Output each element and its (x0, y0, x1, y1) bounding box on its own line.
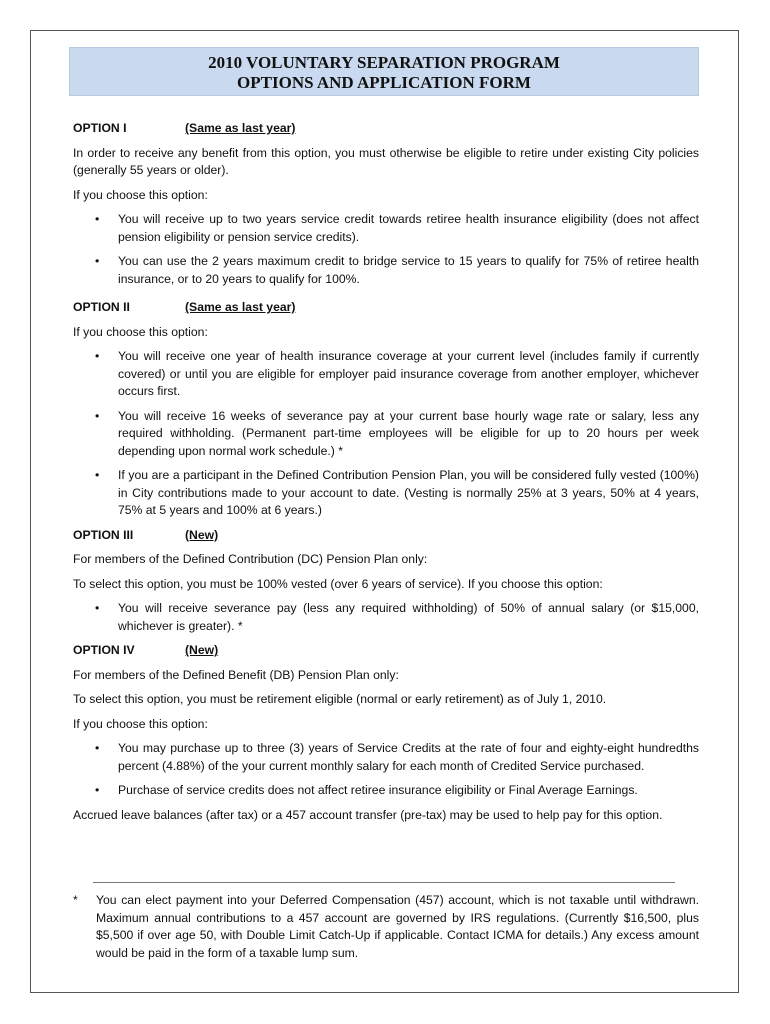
form-title-line-2: OPTIONS AND APPLICATION FORM (237, 73, 531, 92)
list-item: • You will receive 16 weeks of severance pay at your current base hourly wage rate or salary, less any required withholding. (Permanent part-time employees will be eligible for up to 20 hours per week depending upon normal work schedule.) * (95, 408, 699, 458)
option-2-heading (73, 299, 699, 317)
option-1-name: OPTION I (73, 121, 127, 135)
option-3-members: For members of the Defined Contribution (DC) Pension Plan only: (73, 552, 428, 566)
option-3-select: To select this option, you must be 100% vested (over 6 years of service). If you choose this option: (73, 576, 603, 591)
list-item: • Purchase of service credits does not affect retiree insurance eligibility or Final Average Earnings. (73, 782, 699, 800)
form-body (73, 120, 699, 831)
option-2-note: (Same as last year) (185, 300, 296, 314)
form-title (69, 47, 699, 96)
option-2-choose: If you choose this option: (73, 324, 208, 339)
bullet-icon: • (95, 349, 100, 363)
option-3-bullets (73, 600, 699, 635)
option-4-members: For members of the Defined Benefit (DB) Pension Plan only: (73, 667, 399, 682)
list-item: • If you are a participant in the Defined Contribution Pension Plan, you will be considered fully vested (100%) in City contributions made to your account to date. (Vesting is normally 25% at 3 years, 50% at 4 years, 75% at 5 years and 100% at 6 years.) (95, 468, 699, 517)
option-1-choose: If you choose this option: (73, 187, 208, 202)
option-2-name: OPTION II (73, 300, 130, 314)
option-4-name: OPTION IV (73, 643, 135, 657)
bullet-icon: • (95, 408, 100, 423)
option-4-accrued: Accrued leave balances (after tax) or a 457 account transfer (pre-tax) may be used to help pay for this option. (73, 807, 663, 822)
option-4-note: (New) (185, 643, 219, 657)
option-3-name: OPTION III (73, 527, 134, 542)
option-4-select: To select this option, you must be retirement eligible (normal or early retirement) as of July 1, 2010. (73, 692, 607, 706)
list-item: • You may purchase up to three (3) years of Service Credits at the rate of four and eighty-eight hundredths percent (4.88%) of the your current monthly salary for each month of Credited Service purchased. (95, 741, 699, 773)
option-3-note: (New) (185, 527, 219, 542)
option-1-bullets (73, 211, 699, 288)
footnote-divider (93, 882, 675, 883)
option-4-choose: If you choose this option: (73, 716, 208, 731)
form-title-line-1: 2010 VOLUNTARY SEPARATION PROGRAM (208, 53, 560, 72)
list-item: • You will receive severance pay (less any required withholding) of 50% of annual salary (or $15,000, whichever is greater). * (95, 601, 699, 633)
option-1-heading (73, 120, 699, 138)
bullet-icon: • (95, 601, 100, 615)
bullet-icon: • (95, 254, 100, 268)
option-4-bullets (73, 740, 699, 800)
list-item: • You can use the 2 years maximum credit to bridge service to 15 years to qualify for 75% of retiree health insurance, or to 20 years to qualify for 100%. (95, 254, 699, 286)
footnote-marker: * (73, 893, 78, 907)
bullet-icon: • (95, 741, 100, 755)
option-1-note: (Same as last year) (185, 121, 296, 135)
option-3-heading (73, 527, 699, 545)
bullet-icon: • (95, 468, 100, 482)
bullet-icon: • (95, 783, 100, 797)
list-item: • You will receive up to two years service credit towards retiree health insurance eligibility (does not affect pension eligibility or pension service credits). (95, 212, 699, 244)
footnote-text: You can elect payment into your Deferred Compensation (457) account, which is not taxable until withdrawn. Maximum annual contributions to a 457 account are governed by IRS regulations. (Currently $16,500, plus $5,500 if over age 50, with Double Limit Catch-Up if applicable. Contact ICMA for details.) Any excess amount would be paid in the form of a taxable lump sum. (96, 893, 699, 960)
bullet-icon: • (95, 212, 100, 226)
list-item: • You will receive one year of health insurance coverage at your current level (includes family if currently covered) or until you are eligible for employer paid insurance coverage from another employer, whichever occurs first. (95, 349, 699, 398)
option-1-intro: In order to receive any benefit from this option, you must otherwise be eligible to retire under existing City policies (generally 55 years or older). (73, 145, 699, 177)
footnote (73, 892, 699, 962)
option-4-heading (73, 642, 699, 660)
option-2-bullets (73, 348, 699, 520)
